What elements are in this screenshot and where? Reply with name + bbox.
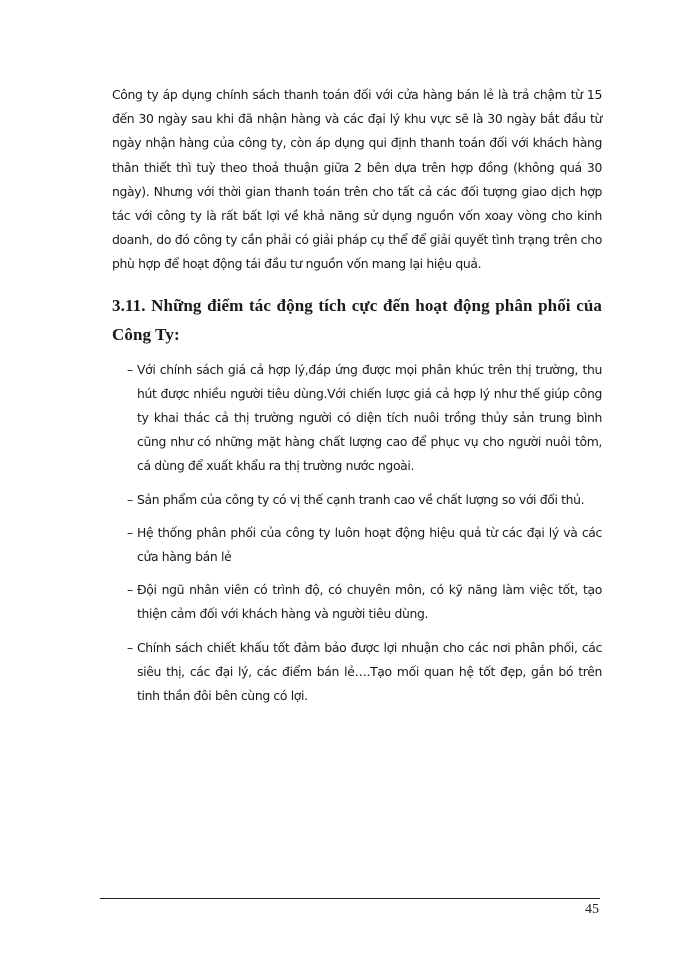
footer-divider xyxy=(100,898,600,899)
body-paragraph: Công ty áp dụng chính sách thanh toán đối với cửa hàng bán lẻ là trả chậm từ 15 đến 30 ngày sau khi đã nhận hàng và các đại lý khu vực sẽ là 30 ngày bắt đầu từ ngày nhận hàng của công ty, còn áp dụng qui định thanh toán đối với khách hàng thân thiết thì tuỳ theo thoả thuận giữa 2 bên dựa trên hợp đồng (không quá 30 ngày). Nhưng với thời gian thanh toán trên cho tất cả các đối tượng giao dịch hợp tác với công ty là rất bất lợi về khả năng sử dụng nguồn vốn xoay vòng cho kinh doanh, do đó công ty cần phải có giải pháp cụ thể để giải quyết tình trạng trên cho phù hợp để hoạt động tái đầu tư nguồn vốn mang lại hiệu quả. xyxy=(112,87,602,272)
section-heading: 3.11. Những điểm tác động tích cực đến hoạt động phân phối của Công Ty: xyxy=(112,295,602,344)
bullet-dash: – xyxy=(127,491,133,507)
bullet-text: Hệ thống phân phối của công ty luôn hoạt động hiệu quả từ các đại lý và các cửa hàng bán lẻ xyxy=(137,524,602,565)
bullet-dash: – xyxy=(127,361,133,377)
page-content xyxy=(112,83,602,717)
bullet-item xyxy=(112,521,602,569)
bullet-item xyxy=(112,636,602,709)
bullet-dash: – xyxy=(127,524,133,540)
bullet-item xyxy=(112,578,602,626)
bullet-item xyxy=(112,488,602,512)
bullet-dash: – xyxy=(127,639,133,655)
bullet-text: Với chính sách giá cả hợp lý,đáp ứng được mọi phân khúc trên thị trường, thu hút được nhiều người tiêu dùng.Với chiến lược giá cả hợp lý như thế giúp công ty khai thác cả thị trường người có diện tích nuôi trồng thủy sản trung bình cũng như có những mặt hàng chất lượng cao để phục vụ cho người nuôi tôm, cá dùng để xuất khẩu ra thị trường nước ngoài. xyxy=(137,361,602,474)
bullet-text: Sản phẩm của công ty có vị thế cạnh tranh cao về chất lượng so với đối thủ. xyxy=(137,491,585,507)
bullet-text: Chính sách chiết khấu tốt đảm bảo được lợi nhuận cho các nơi phân phối, các siêu thị, các đại lý, các điểm bán lẻ….Tạo mối quan hệ tốt đẹp, gắn bó trên tinh thần đôi bên cùng có lợi. xyxy=(137,639,602,704)
page-number: 45 xyxy=(585,902,599,917)
bullet-dash: – xyxy=(127,582,133,598)
bullet-text: Đội ngũ nhân viên có trình độ, có chuyên môn, có kỹ năng làm việc tốt, tạo thiện cảm đối với khách hàng và người tiêu dùng. xyxy=(137,582,602,622)
bullet-list xyxy=(112,358,602,709)
bullet-item xyxy=(112,358,602,479)
